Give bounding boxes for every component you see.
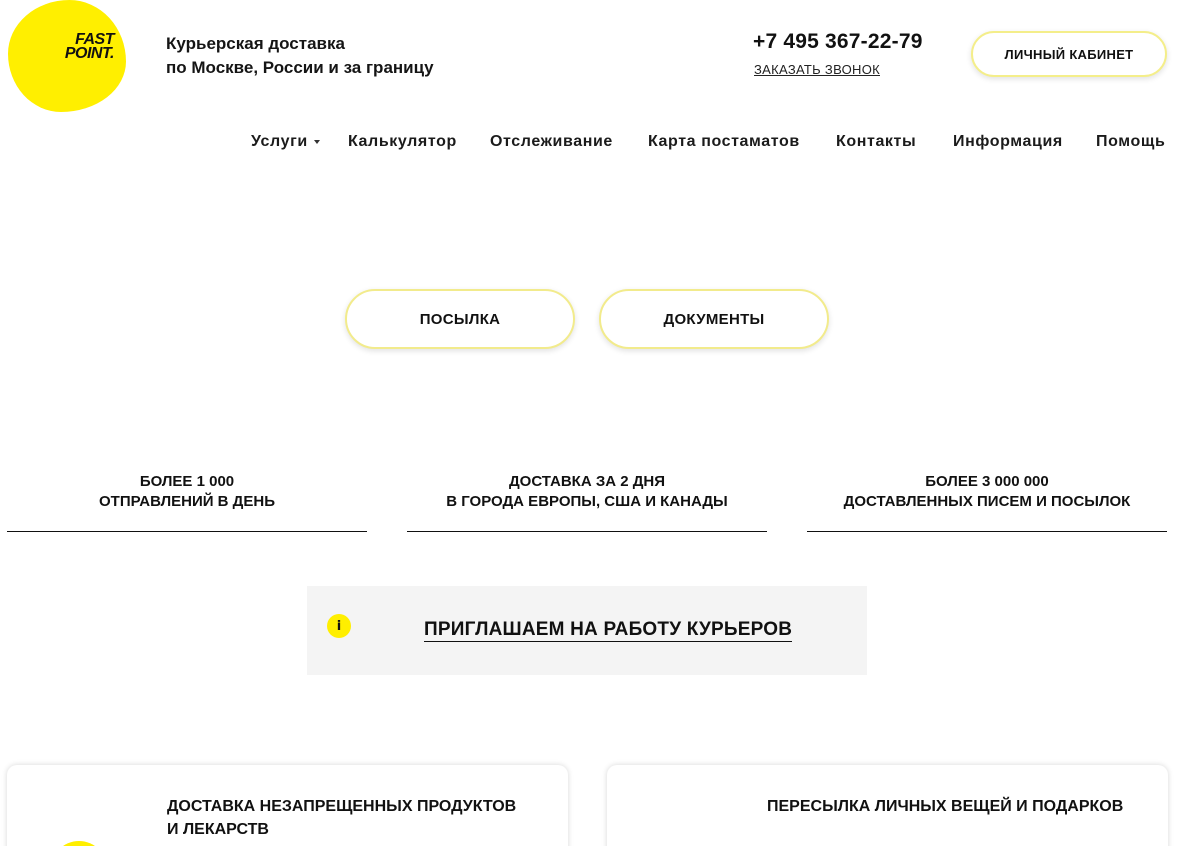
nav-item-information[interactable]: Информация bbox=[953, 133, 1063, 150]
main-nav bbox=[0, 133, 1179, 155]
courier-job-link[interactable]: ПРИГЛАШАЕМ НА РАБОТУ КУРЬЕРОВ bbox=[424, 619, 793, 640]
stat-line-2: ДОСТАВЛЕННЫХ ПИСЕМ И ПОСЫЛОК bbox=[843, 493, 1131, 510]
nav-item-postamat-map[interactable]: Карта постаматов bbox=[648, 133, 800, 150]
card-title bbox=[167, 795, 516, 841]
courier-job-notice bbox=[307, 586, 867, 675]
caret-down-icon bbox=[314, 140, 320, 144]
tagline-line-1: Курьерская доставка bbox=[166, 34, 345, 53]
nav-item-services-label: Услуги bbox=[251, 133, 308, 150]
tagline bbox=[166, 32, 434, 80]
stat-line-1: ДОСТАВКА ЗА 2 ДНЯ bbox=[508, 473, 666, 490]
nav-item-tracking[interactable]: Отслеживание bbox=[490, 133, 613, 150]
stat-delivery-time bbox=[407, 472, 767, 532]
info-icon: i bbox=[327, 614, 351, 638]
card-title bbox=[767, 795, 1123, 818]
personal-cabinet-button[interactable]: ЛИЧНЫЙ КАБИНЕТ bbox=[971, 31, 1167, 77]
stat-shipments-per-day bbox=[7, 472, 367, 532]
service-card-products-medicine[interactable] bbox=[7, 765, 568, 846]
stat-line-2: ОТПРАВЛЕНИЙ В ДЕНЬ bbox=[99, 493, 275, 510]
nav-item-help[interactable]: Помощь bbox=[1096, 133, 1166, 150]
nav-item-services[interactable] bbox=[251, 133, 320, 151]
card-title-line-2: И ЛЕКАРСТВ bbox=[167, 821, 269, 838]
tab-parcel[interactable]: ПОСЫЛКА bbox=[345, 289, 575, 349]
logo-line-2: POINT. bbox=[64, 45, 114, 62]
tab-documents[interactable]: ДОКУМЕНТЫ bbox=[599, 289, 829, 349]
logo-text bbox=[54, 33, 114, 61]
card-title-line-1: ДОСТАВКА НЕЗАПРЕЩЕННЫХ ПРОДУКТОВ bbox=[167, 798, 517, 815]
service-card-personal-items-gifts[interactable] bbox=[607, 765, 1168, 846]
stat-line-2: В ГОРОДА ЕВРОПЫ, США И КАНАДЫ bbox=[446, 493, 728, 510]
stat-delivered-total bbox=[807, 472, 1167, 532]
nav-item-contacts[interactable]: Контакты bbox=[836, 133, 917, 150]
phone-number[interactable]: +7 495 367-22-79 bbox=[753, 30, 923, 53]
callback-link[interactable]: ЗАКАЗАТЬ ЗВОНОК bbox=[754, 62, 880, 77]
logo-line-1: FAST bbox=[75, 31, 114, 48]
stat-line-1: БОЛЕЕ 1 000 bbox=[139, 473, 235, 490]
nav-item-calculator[interactable]: Калькулятор bbox=[348, 133, 457, 150]
tagline-line-2: по Москве, России и за границу bbox=[166, 58, 434, 77]
logo[interactable] bbox=[8, 0, 126, 112]
stat-line-1: БОЛЕЕ 3 000 000 bbox=[925, 473, 1049, 490]
card-title-line-1: ПЕРЕСЫЛКА ЛИЧНЫХ ВЕЩЕЙ И ПОДАРКОВ bbox=[767, 798, 1124, 815]
card-illustration-icon bbox=[51, 841, 107, 846]
